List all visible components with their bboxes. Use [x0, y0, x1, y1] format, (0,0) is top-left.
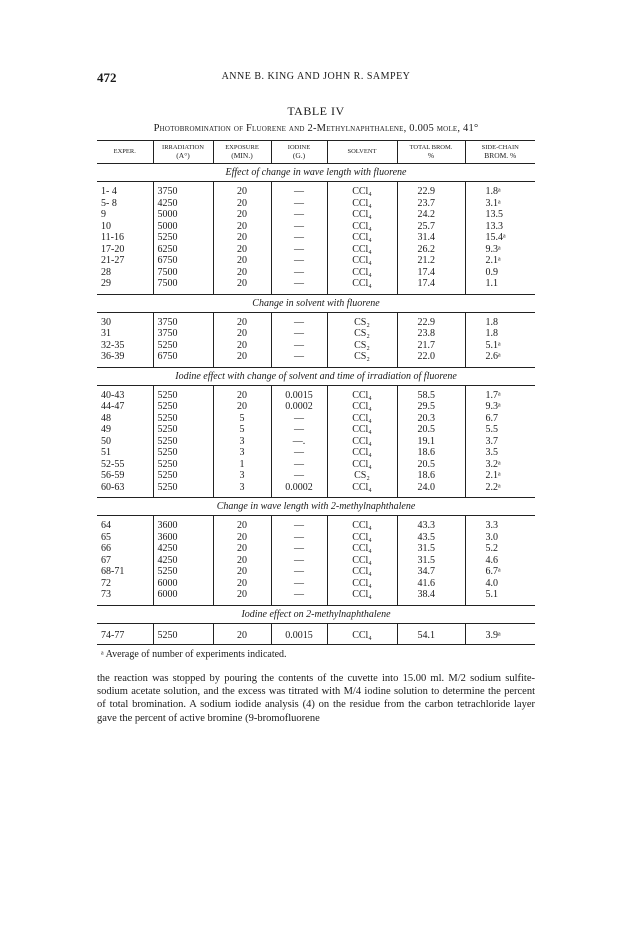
table-cell: 24.0 [397, 482, 465, 494]
table-cell: 4250 [153, 543, 213, 555]
table-cell: 3600 [153, 532, 213, 544]
column-header [97, 141, 153, 164]
table-row [97, 340, 535, 352]
table-row [97, 470, 535, 482]
table-footnote: ᵃ Average of number of experiments indicated. [101, 648, 287, 660]
table-cell: 1.1 [465, 278, 535, 290]
table-cell: 66 [101, 543, 111, 554]
table-cell: 20 [213, 255, 271, 267]
table-cell: 31.5 [397, 543, 465, 555]
table-cell: CCl₄ [327, 424, 397, 436]
table-cell: CS₂ [327, 351, 397, 363]
table-cell: 4250 [153, 198, 213, 210]
table-cell: 3.7 [465, 436, 535, 448]
table-cell: CCl₄ [327, 244, 397, 256]
table-row [97, 232, 535, 244]
table-row [97, 401, 535, 413]
table-cell: — [271, 221, 327, 233]
table-row [97, 198, 535, 210]
table-cell: — [271, 340, 327, 352]
table-cell: 5250 [153, 413, 213, 425]
table-cell: 5250 [153, 340, 213, 352]
table-cell: CCl₄ [327, 555, 397, 567]
table-cell: 20 [213, 267, 271, 279]
table-cell: 20 [213, 340, 271, 352]
table-cell: 5.2 [465, 543, 535, 555]
table-cell: 19.1 [397, 436, 465, 448]
table-cell: 64 [101, 520, 111, 531]
table-cell: 22.9 [397, 317, 465, 329]
table-cell: 2.1ᵃ [465, 255, 535, 267]
table-row [97, 447, 535, 459]
table-cell: 21.7 [397, 340, 465, 352]
table-cell: 72 [101, 577, 111, 589]
table-cell: CS₂ [327, 470, 397, 482]
table-cell: 4.6 [465, 555, 535, 567]
table-cell: 41.6 [397, 578, 465, 590]
table-cell: 29 [101, 278, 111, 289]
table-cell: 31 [101, 328, 111, 339]
column-header-unit: % [427, 151, 435, 160]
table-cell: 54.1 [397, 628, 465, 645]
table-row [97, 589, 535, 601]
table-cell: 65 [101, 531, 111, 543]
column-header [271, 141, 327, 164]
table-cell: 20 [213, 578, 271, 590]
column-header-label: SIDE-CHAIN [481, 144, 519, 151]
column-header [213, 141, 271, 164]
section-title: Change in solvent with fluorene [97, 294, 535, 312]
table-row [97, 436, 535, 448]
table-cell: 44-47 [101, 401, 125, 412]
table-cell: CS₂ [327, 317, 397, 329]
table-cell: — [271, 209, 327, 221]
section-title: Effect of change in wave length with fluorene [97, 164, 535, 182]
table-cell: 20 [213, 317, 271, 329]
table-cell: 3.1ᵃ [465, 198, 535, 210]
table-cell: 20 [213, 328, 271, 340]
table-cell: 3 [213, 482, 271, 494]
table-cell: CCl₄ [327, 413, 397, 425]
section-title: Iodine effect on 2-methylnaphthalene [97, 605, 535, 623]
table-cell: 3.9ᵃ [465, 628, 535, 645]
table-section-heading [97, 498, 535, 516]
table-cell: 20 [213, 186, 271, 198]
table-cell: CCl₄ [327, 186, 397, 198]
table-cell: 20 [213, 232, 271, 244]
table-cell: 6250 [153, 244, 213, 256]
table-cell: 20 [213, 628, 271, 645]
table-cell: — [271, 459, 327, 471]
table-cell: 5250 [153, 459, 213, 471]
table-cell: 26.2 [397, 244, 465, 256]
table-row [97, 186, 535, 198]
journal-page [97, 70, 535, 725]
table-body [97, 164, 535, 645]
table-cell: CCl₄ [327, 520, 397, 532]
table-cell: 25.7 [397, 221, 465, 233]
table-cell: —. [271, 436, 327, 448]
table-cell: 7500 [153, 267, 213, 279]
table-cell: 5250 [153, 401, 213, 413]
table-cell: 4.0 [465, 578, 535, 590]
table-cell: 9.3ᵃ [465, 401, 535, 413]
table-cell: CCl₄ [327, 578, 397, 590]
table-cell: 1 [213, 459, 271, 471]
column-header-label: IODINE [287, 144, 311, 151]
column-header-label: EXPER. [113, 148, 136, 155]
table-cell: 11-16 [101, 232, 124, 243]
table-cell: 2.1ᵃ [465, 470, 535, 482]
table-header-row [97, 141, 535, 164]
table-cell: — [271, 328, 327, 340]
table-cell: 31.4 [397, 232, 465, 244]
table-row [97, 244, 535, 256]
running-head [97, 70, 535, 90]
page-number: 472 [97, 70, 117, 85]
table-cell: — [271, 520, 327, 532]
table-cell: 5250 [153, 628, 213, 645]
table-cell: 5 [213, 424, 271, 436]
table-cell: 2.6ᵃ [465, 351, 535, 363]
table-cell: 5250 [153, 447, 213, 459]
table-row [97, 628, 535, 645]
table-cell: 36-39 [101, 351, 125, 362]
table-cell: 3750 [153, 328, 213, 340]
table-cell: 30 [101, 316, 111, 328]
table-cell: 5250 [153, 390, 213, 402]
table-cell: — [271, 578, 327, 590]
table-cell: — [271, 244, 327, 256]
section-title: Iodine effect with change of solvent and time of irradiation of fluorene [97, 367, 535, 385]
table-cell: 20 [213, 278, 271, 290]
table-cell: — [271, 589, 327, 601]
running-head-authors: ANNE B. KING AND JOHN R. SAMPEY [221, 71, 411, 82]
table-title: Photobromination of Fluorene and 2-Methylnaphthalene, 0.005 mole, 41° [153, 123, 479, 134]
table-row [97, 532, 535, 544]
table-cell: 20 [213, 221, 271, 233]
section-title: Change in wave length with 2-methylnaphthalene [97, 498, 535, 516]
table-cell: CCl₄ [327, 589, 397, 601]
table-cell: 3.5 [465, 447, 535, 459]
table-cell: 5250 [153, 232, 213, 244]
table-cell: 3 [213, 436, 271, 448]
table-cell: 13.5 [465, 209, 535, 221]
table-cell: — [271, 255, 327, 267]
table-cell: CCl₄ [327, 198, 397, 210]
table-section-heading [97, 164, 535, 182]
column-header-label: TOTAL BROM. [409, 144, 453, 151]
table-cell: 3.2ᵃ [465, 459, 535, 471]
table-cell: 0.0015 [271, 628, 327, 645]
table-row [97, 555, 535, 567]
table-cell: 10 [101, 220, 111, 232]
table-cell: 32-35 [101, 339, 125, 351]
table-cell: 17-20 [101, 243, 125, 255]
table-cell: 5 [213, 413, 271, 425]
table-cell: 5250 [153, 470, 213, 482]
table-cell: 18.6 [397, 470, 465, 482]
table-cell: 43.3 [397, 520, 465, 532]
table-cell: — [271, 232, 327, 244]
table-cell: 20 [213, 351, 271, 363]
column-header-unit: (MIN.) [231, 151, 253, 160]
table-cell: 52-55 [101, 458, 125, 470]
table-cell: CCl₄ [327, 267, 397, 279]
table-cell: 0.0002 [271, 482, 327, 494]
column-header-unit: (G.) [292, 151, 306, 160]
column-header [327, 141, 397, 164]
table-cell: 21-27 [101, 255, 125, 266]
table-cell: 3750 [153, 317, 213, 329]
table-cell: 20 [213, 543, 271, 555]
column-header [465, 141, 535, 164]
column-header [153, 141, 213, 164]
table-cell: 5- 8 [101, 197, 117, 209]
table-row [97, 520, 535, 532]
table-cell: 2.2ᵃ [465, 482, 535, 494]
table-cell: — [271, 278, 327, 290]
table-cell: 34.7 [397, 566, 465, 578]
table-cell: CCl₄ [327, 459, 397, 471]
table-cell: CCl₄ [327, 532, 397, 544]
table-cell: 17.4 [397, 278, 465, 290]
table-cell: 5250 [153, 566, 213, 578]
table-cell: — [271, 267, 327, 279]
table-cell: 68-71 [101, 566, 125, 577]
table-cell: 3.3 [465, 520, 535, 532]
table-cell: 20.5 [397, 459, 465, 471]
table-cell: 0.9 [465, 267, 535, 279]
table-cell: 9.3ᵃ [465, 244, 535, 256]
table-cell: 1.7ᵃ [465, 390, 535, 402]
table-cell: 6750 [153, 351, 213, 363]
table-cell: 6.7 [465, 413, 535, 425]
table-cell: 29.5 [397, 401, 465, 413]
table-row [97, 459, 535, 471]
table-cell: 49 [101, 424, 111, 435]
table-cell: 7500 [153, 278, 213, 290]
table-cell: 22.9 [397, 186, 465, 198]
table-cell: 6.7ᵃ [465, 566, 535, 578]
table-cell: 6000 [153, 589, 213, 601]
table-cell: 67 [101, 554, 111, 566]
table-cell: 5250 [153, 482, 213, 494]
table-cell: 74-77 [97, 628, 153, 645]
table-cell: CCl₄ [327, 447, 397, 459]
table-row [97, 278, 535, 290]
table-row [97, 413, 535, 425]
table-cell: 3 [213, 447, 271, 459]
table-row [97, 209, 535, 221]
table-cell: CCl₄ [327, 390, 397, 402]
table-cell: 6750 [153, 255, 213, 267]
table-row [97, 255, 535, 267]
column-header-label: SOLVENT [347, 148, 377, 155]
table-cell: CCl₄ [327, 566, 397, 578]
column-header-label: IRRADIATION [162, 144, 204, 151]
table-cell: 20 [213, 555, 271, 567]
table-cell: 5000 [153, 221, 213, 233]
table-section-heading [97, 605, 535, 623]
table-cell: 3 [213, 470, 271, 482]
table-cell: 38.4 [397, 589, 465, 601]
table-cell: 20.3 [397, 413, 465, 425]
table-row [97, 390, 535, 402]
table-cell: 20 [213, 209, 271, 221]
table-row [97, 221, 535, 233]
table-cell: 5250 [153, 436, 213, 448]
column-header-unit: (A°) [176, 151, 190, 160]
table-row [97, 566, 535, 578]
table-cell: 22.0 [397, 351, 465, 363]
table-cell: 3750 [153, 186, 213, 198]
table-cell: — [271, 317, 327, 329]
table-cell: 58.5 [397, 390, 465, 402]
table-row [97, 543, 535, 555]
photobromination-table [97, 140, 535, 645]
table-cell: CCl₄ [327, 436, 397, 448]
table-cell: CS₂ [327, 340, 397, 352]
table-cell: 23.8 [397, 328, 465, 340]
table-cell: 4250 [153, 555, 213, 567]
table-cell: CCl₄ [327, 278, 397, 290]
table-row [97, 267, 535, 279]
table-number: TABLE IV [287, 104, 345, 118]
table-cell: — [271, 413, 327, 425]
table-cell: 5.1 [465, 589, 535, 601]
table-cell: CCl₄ [327, 221, 397, 233]
table-cell: 28 [101, 266, 111, 278]
table-cell: 20 [213, 520, 271, 532]
table-cell: 18.6 [397, 447, 465, 459]
table-row [97, 482, 535, 494]
table-cell: 40-43 [101, 389, 125, 401]
table-cell: 20 [213, 589, 271, 601]
table-cell: — [271, 424, 327, 436]
table-cell: — [271, 566, 327, 578]
table-row [97, 328, 535, 340]
table-cell: CCl₄ [327, 628, 397, 645]
table-cell: 3.0 [465, 532, 535, 544]
table-row [97, 351, 535, 363]
table-cell: 0.0002 [271, 401, 327, 413]
table-cell: 50 [101, 435, 111, 447]
table-cell: 60-63 [101, 481, 125, 493]
table-cell: — [271, 543, 327, 555]
table-cell: — [271, 555, 327, 567]
table-cell: 24.2 [397, 209, 465, 221]
table-cell: 5000 [153, 209, 213, 221]
table-cell: 43.5 [397, 532, 465, 544]
table-cell: CCl₄ [327, 482, 397, 494]
table-cell: CCl₄ [327, 543, 397, 555]
table-cell: — [271, 447, 327, 459]
table-cell: 20 [213, 532, 271, 544]
table-cell: 48 [101, 412, 111, 424]
table-row [97, 317, 535, 329]
table-cell: CS₂ [327, 328, 397, 340]
table-cell: 1- 4 [101, 186, 117, 197]
table-cell: 0.0015 [271, 390, 327, 402]
table-cell: 1.8ᵃ [465, 186, 535, 198]
table-cell: 73 [101, 589, 111, 600]
table-row [97, 578, 535, 590]
table-cell: 21.2 [397, 255, 465, 267]
table-cell: 23.7 [397, 198, 465, 210]
column-header [397, 141, 465, 164]
table-cell: CCl₄ [327, 232, 397, 244]
table-cell: 5250 [153, 424, 213, 436]
table-cell: 20 [213, 198, 271, 210]
table-row [97, 424, 535, 436]
table-cell: — [271, 532, 327, 544]
table-section-heading [97, 294, 535, 312]
table-cell: CCl₄ [327, 401, 397, 413]
table-cell: — [271, 186, 327, 198]
column-header-label: EXPOSURE [225, 144, 259, 151]
table-cell: 20 [213, 244, 271, 256]
table-section-heading [97, 367, 535, 385]
table-cell: 15.4ᵃ [465, 232, 535, 244]
table-cell: — [271, 470, 327, 482]
table-cell: — [271, 351, 327, 363]
table-cell: 20 [213, 390, 271, 402]
table-cell: — [271, 198, 327, 210]
column-header-unit: BROM. % [484, 151, 517, 160]
table-cell: 56-59 [101, 470, 125, 481]
table-cell: 9 [101, 209, 106, 220]
table-cell: 6000 [153, 578, 213, 590]
table-cell: 5.1ᵃ [465, 340, 535, 352]
table-cell: 51 [101, 447, 111, 458]
table-cell: 31.5 [397, 555, 465, 567]
table-cell: 20 [213, 566, 271, 578]
table-cell: 1.8 [465, 328, 535, 340]
table-cell: 17.4 [397, 267, 465, 279]
table-cell: 5.5 [465, 424, 535, 436]
table-cell: 13.3 [465, 221, 535, 233]
body-paragraph: the reaction was stopped by pouring the contents of the cuvette into 15.00 ml. M/2 sodium sulfite-sodium acetate solution, and the excess was titrated with M/4 iodine solution to determine the percent of total bromination. A sodium iodide analysis (4) on the residue from the carbon tetrachloride layer gave the percent of active bromine (9-bromofluorene [97, 672, 535, 724]
table-cell: CCl₄ [327, 209, 397, 221]
table-cell: CCl₄ [327, 255, 397, 267]
table-cell: 20 [213, 401, 271, 413]
table-cell: 1.8 [465, 317, 535, 329]
table-cell: 3600 [153, 520, 213, 532]
table-cell: 20.5 [397, 424, 465, 436]
